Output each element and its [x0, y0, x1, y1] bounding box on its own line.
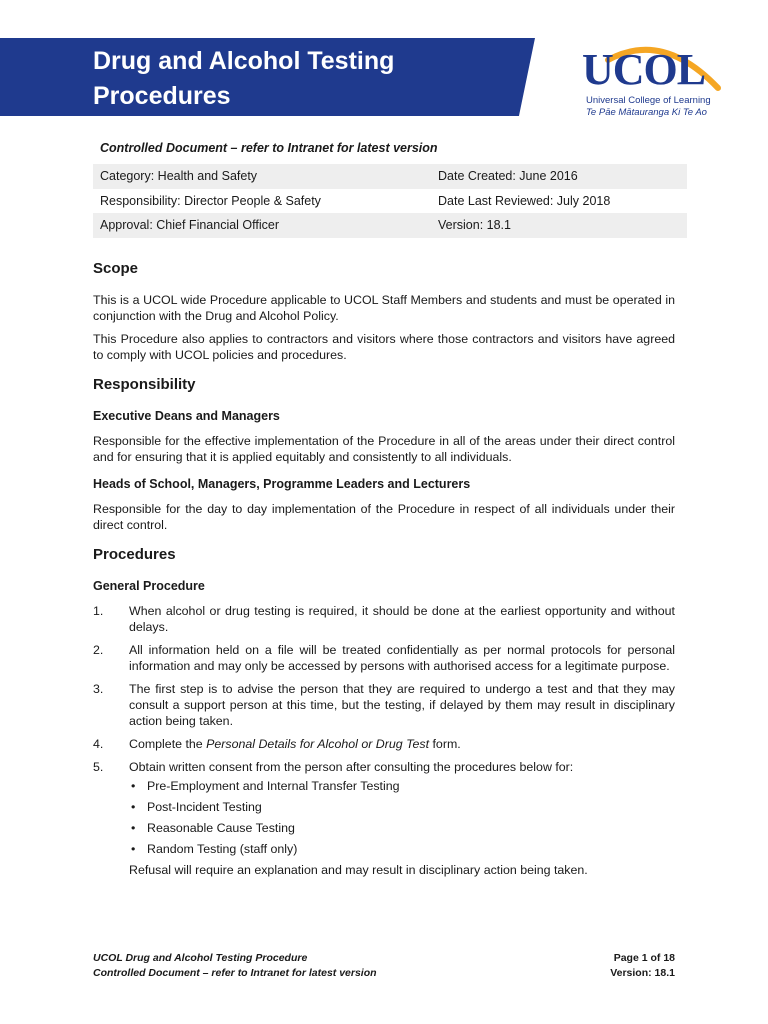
testing-types-list	[129, 778, 675, 857]
footer-control-note: Controlled Document – refer to Intranet for latest version	[93, 967, 377, 979]
ucol-logo	[578, 38, 728, 120]
scope-heading: Scope	[93, 260, 139, 277]
step-text: The first step is to advise the person that they are required to undergo a test and that they may consult a support person at this time, but the testing, if delayed by them may result in disciplinary action being taken.	[129, 682, 675, 728]
scope-paragraph: This is a UCOL wide Procedure applicable to UCOL Staff Members and students and must be operated in conjunction with the Drug and Alcohol Policy.	[93, 293, 675, 323]
logo-subtitle: Universal College of Learning	[586, 95, 711, 106]
responsibility-section	[93, 374, 675, 533]
footer-page-number: Page 1 of 18	[613, 952, 675, 964]
scope-paragraph: This Procedure also applies to contractors and visitors where those contractors and visitors have agreed to comply with UCOL policies and procedures.	[93, 332, 675, 362]
list-item	[93, 759, 675, 878]
step-text: Obtain written consent from the person after consulting the procedures below for:	[129, 760, 574, 774]
footer-version: Version: 18.1	[610, 967, 675, 979]
responsibility-subheading: Executive Deans and Managers	[93, 409, 280, 423]
step-number: 2.	[93, 643, 104, 657]
step-text-pre: Complete the	[129, 737, 207, 751]
step-text: When alcohol or drug testing is required, it should be done at the earliest opportunity and without delays.	[129, 604, 675, 634]
step-number: 3.	[93, 682, 104, 696]
document-meta-table	[93, 164, 687, 238]
bullet-item: • Reasonable Cause Testing	[129, 820, 675, 836]
logo-subtitle-maori: Te Pāe Mātauranga Ki Te Ao	[586, 107, 707, 118]
step-text-post: form.	[429, 737, 461, 751]
title-line-2: Procedures	[93, 82, 231, 110]
document-title	[93, 44, 513, 114]
page-footer	[93, 951, 675, 981]
list-item	[93, 603, 675, 635]
meta-date-created: Date Created: June 2016	[438, 169, 578, 184]
meta-row	[93, 164, 687, 189]
refusal-note: Refusal will require an explanation and may result in disciplinary action being taken.	[129, 863, 588, 877]
bullet-item: • Pre-Employment and Internal Transfer Testing	[129, 778, 675, 794]
document-body	[93, 258, 675, 889]
meta-row	[93, 189, 687, 214]
meta-responsibility: Responsibility: Director People & Safety	[100, 193, 321, 208]
meta-row	[93, 213, 687, 238]
step-number: 4.	[93, 737, 104, 751]
title-line-1: Drug and Alcohol Testing	[93, 47, 395, 75]
step-text: All information held on a file will be treated confidentially as per normal protocols for personal information and may only be accessed by persons with authorised access for a legitimate purpose.	[129, 643, 675, 673]
form-name: Personal Details for Alcohol or Drug Test	[206, 737, 430, 751]
list-item	[93, 642, 675, 674]
meta-date-reviewed: Date Last Reviewed: July 2018	[438, 193, 611, 208]
procedures-section	[93, 544, 675, 878]
meta-category: Category: Health and Safety	[100, 169, 258, 184]
logo-wordmark: UCOL	[582, 45, 706, 94]
procedures-subheading: General Procedure	[93, 579, 205, 593]
responsibility-paragraph: Responsible for the day to day implementation of the Procedure in respect of all individuals under their direct control.	[93, 502, 675, 532]
list-item	[93, 681, 675, 729]
list-item	[93, 736, 675, 752]
step-number: 1.	[93, 604, 104, 618]
procedure-steps	[93, 603, 675, 878]
procedures-heading: Procedures	[93, 546, 176, 563]
meta-approval: Approval: Chief Financial Officer	[100, 218, 280, 233]
scope-section	[93, 258, 675, 363]
meta-version: Version: 18.1	[438, 218, 511, 233]
responsibility-heading: Responsibility	[93, 376, 196, 393]
footer-doc-title: UCOL Drug and Alcohol Testing Procedure	[93, 952, 308, 964]
responsibility-subheading: Heads of School, Managers, Programme Leaders and Lecturers	[93, 477, 471, 491]
responsibility-paragraph: Responsible for the effective implementation of the Procedure in all of the areas under their direct control and for ensuring that it is applied equitably and consistently to all individuals.	[93, 434, 675, 464]
bullet-item: • Post-Incident Testing	[129, 799, 675, 815]
controlled-document-note: Controlled Document – refer to Intranet for latest version	[100, 141, 438, 155]
step-number: 5.	[93, 760, 104, 774]
bullet-item: • Random Testing (staff only)	[129, 841, 675, 857]
